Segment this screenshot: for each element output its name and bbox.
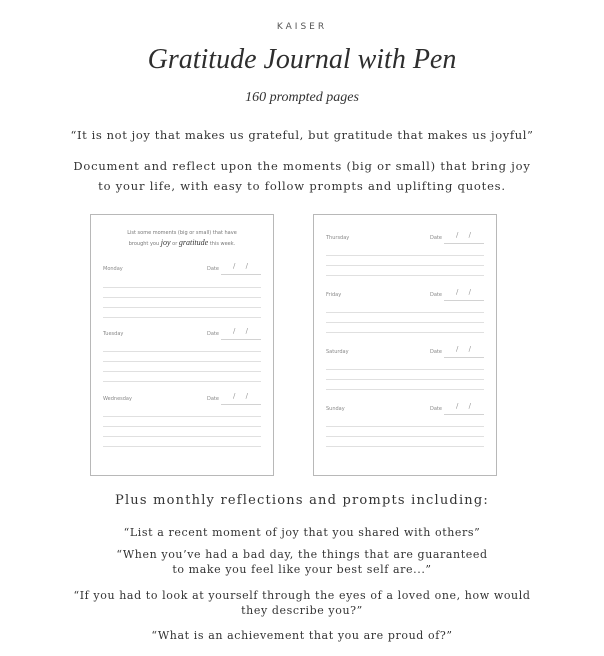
date-line [221,274,261,275]
day-label: Tuesday [103,331,124,337]
date-slashes: / / [456,288,475,296]
date-slashes: / / [456,231,475,239]
date-label: Date [430,349,442,355]
featured-quote: “It is not joy that makes us grateful, but gratitude that makes us joyful” [70,128,534,142]
date-label: Date [430,292,442,298]
journal-page-preview-right [313,214,497,476]
intro-gratitude-script: gratitude [178,238,209,247]
writing-line [103,381,261,382]
date-label: Date [430,235,442,241]
date-slashes: / / [233,327,252,335]
intro-joy-script: joy [160,238,171,247]
date-slashes: / / [233,392,252,400]
prompt-quote [0,588,604,618]
journal-page-preview-left [90,214,274,476]
date-line [444,300,484,301]
day-label: Thursday [326,235,350,241]
writing-line [103,416,261,417]
prompt-quote: “List a recent moment of joy that you shared with others” [123,526,481,539]
prompt-line: “When you’ve had a bad day, the things that are guaranteed [116,548,488,561]
description-line: to your life, with easy to follow prompts and uplifting quotes. [98,179,506,193]
writing-line [103,307,261,308]
page-subtitle: 160 prompted pages [245,90,359,105]
writing-line [326,265,484,266]
day-label: Saturday [326,349,349,355]
writing-line [326,312,484,313]
date-line [444,357,484,358]
description-line: Document and reflect upon the moments (big or small) that bring joy [73,159,531,173]
writing-line [326,255,484,256]
date-line [444,414,484,415]
prompt-quote: “What is an achievement that you are proud of?” [151,629,453,642]
writing-line [103,351,261,352]
brand-name: KAISER [276,22,328,32]
date-label: Date [207,266,219,272]
intro-text: or [172,241,178,247]
day-label: Sunday [326,406,345,412]
writing-line [103,361,261,362]
writing-line [326,275,484,276]
date-slashes: / / [456,402,475,410]
prompt-line: “If you had to look at yourself through the eyes of a loved one, how would [73,589,531,602]
writing-line [326,332,484,333]
intro-text: brought you [128,241,160,247]
writing-line [103,446,261,447]
page-intro [91,229,273,249]
intro-line: List some moments (big or small) that have [127,230,237,236]
writing-line [103,426,261,427]
writing-line [326,379,484,380]
page-title: Gratitude Journal with Pen [147,44,457,75]
day-label: Wednesday [103,396,132,402]
intro-line [91,238,273,249]
product-description [0,156,604,196]
date-label: Date [430,406,442,412]
writing-line [103,297,261,298]
writing-line [326,389,484,390]
date-line [221,404,261,405]
date-label: Date [207,331,219,337]
writing-line [326,322,484,323]
date-line [221,339,261,340]
prompts-heading: Plus monthly reflections and prompts including: [115,493,489,508]
date-slashes: / / [233,262,252,270]
writing-line [326,426,484,427]
writing-line [103,371,261,372]
writing-line [103,317,261,318]
day-label: Monday [103,266,123,272]
date-line [444,243,484,244]
prompt-quote [0,547,604,577]
day-label: Friday [326,292,342,298]
writing-line [326,436,484,437]
prompt-line: to make you feel like your best self are...” [172,563,432,576]
writing-line [326,446,484,447]
writing-line [326,369,484,370]
intro-text: this week. [209,241,236,247]
writing-line [103,436,261,437]
date-label: Date [207,396,219,402]
writing-line [103,287,261,288]
date-slashes: / / [456,345,475,353]
prompt-line: they describe you?” [241,604,363,617]
